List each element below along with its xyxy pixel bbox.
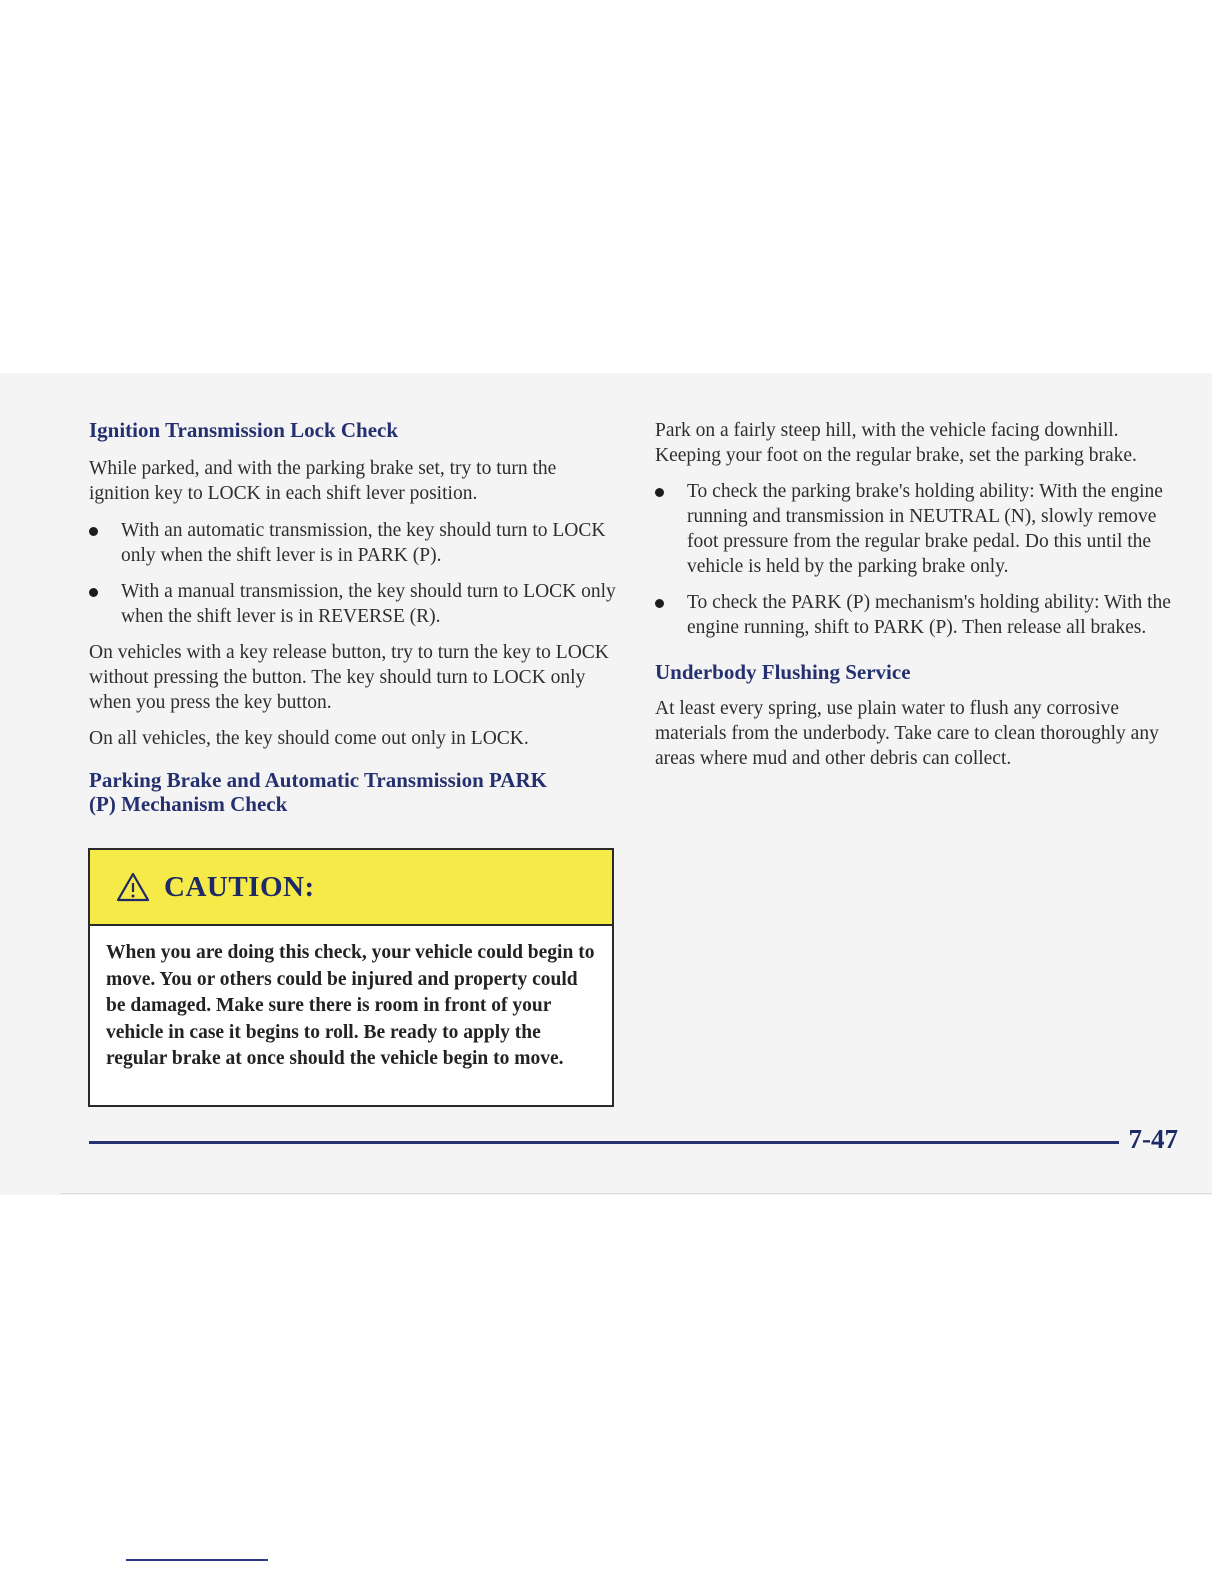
list-item bbox=[655, 479, 1185, 579]
paragraph-steep-hill: Park on a fairly steep hill, with the vehicle facing downhill. Keeping your foot on the regular brake, set the parking brake. bbox=[655, 420, 1137, 466]
list-item bbox=[89, 579, 619, 629]
bullet-icon bbox=[89, 527, 98, 536]
caution-body-text: When you are doing this check, your vehicle could begin to move. You or others could be injured and property could be damaged. Make sure there is room in front of your vehicle in case it begins to roll. Be ready to apply the regular brake at once should the vehicle begin to move. bbox=[106, 942, 595, 1069]
section-heading-underbody: Underbody Flushing Service bbox=[655, 660, 911, 684]
section-heading-ignition-lock: Ignition Transmission Lock Check bbox=[89, 418, 399, 442]
footer-rule bbox=[89, 1141, 1119, 1144]
caution-header bbox=[90, 850, 612, 926]
list-item bbox=[655, 590, 1185, 640]
paragraph-underbody: At least every spring, use plain water to flush any corrosive materials from the underbody. Take care to clean thoroughly any areas where mud and other debris can collect. bbox=[655, 698, 1159, 769]
right-column bbox=[655, 418, 1185, 771]
bullet-icon bbox=[655, 488, 664, 497]
page-number: 7-47 bbox=[1128, 1124, 1178, 1154]
bullet-icon bbox=[89, 588, 98, 597]
paragraph-all-vehicles: On all vehicles, the key should come out only in LOCK. bbox=[89, 728, 529, 749]
left-column bbox=[89, 418, 619, 816]
bullet-text-manual: With a manual transmission, the key should turn to LOCK only when the shift lever is in REVERSE (R). bbox=[121, 581, 616, 627]
bullet-text-park-mechanism: To check the PARK (P) mechanism's holding ability: With the engine running, shift to PARK (P). Then release all brakes. bbox=[687, 592, 1171, 638]
scan-edge-divider bbox=[60, 1193, 1212, 1194]
caution-box bbox=[88, 848, 614, 1107]
bullet-text-automatic: With an automatic transmission, the key should turn to LOCK only when the shift lever is in PARK (P). bbox=[121, 520, 606, 566]
paragraph-ignition-intro: While parked, and with the parking brake set, try to turn the ignition key to LOCK in each shift lever position. bbox=[89, 458, 557, 504]
section-heading-park-mechanism: Parking Brake and Automatic Transmission PARK (P) Mechanism Check bbox=[89, 768, 547, 816]
bottom-underline bbox=[126, 1559, 268, 1561]
caution-title: CAUTION: bbox=[164, 870, 315, 903]
list-item bbox=[89, 518, 619, 568]
warning-triangle-icon bbox=[116, 872, 150, 902]
bullet-icon bbox=[655, 599, 664, 608]
bullet-text-parking-brake: To check the parking brake's holding ability: With the engine running and transmission in NEUTRAL (N), slowly remove foot pressure from the regular brake pedal. Do this until the vehicle is held by the parking brake only. bbox=[687, 481, 1163, 577]
paragraph-key-release: On vehicles with a key release button, try to turn the key to LOCK without pressing the button. The key should turn to LOCK only when you press the key button. bbox=[89, 642, 609, 713]
